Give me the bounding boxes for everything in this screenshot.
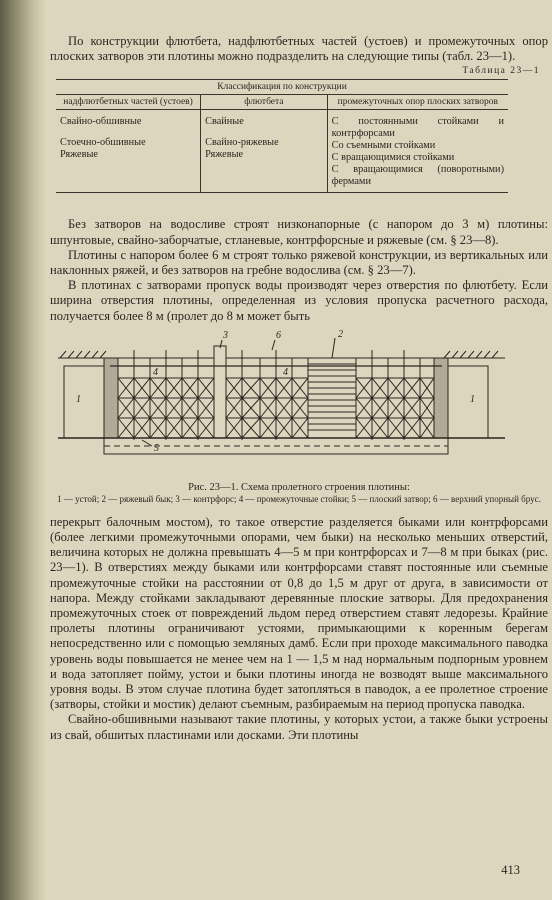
table-cell-line: Свайно-обшивные [60, 116, 142, 128]
table-cell-line: Ряжевые [60, 149, 98, 161]
table-cell-line: С вращающимися (поворотными) фермами [331, 164, 504, 188]
figure-label: 1 [470, 393, 475, 405]
table-group-header: Классификация по конструкции [56, 80, 508, 95]
table-col-header: флютбета [201, 95, 328, 110]
paragraph: Свайно-обшивными называют такие плотины, у которых устои, а также быки устроены из свай, обшитых пластинами или досками. Эти плотины [50, 712, 548, 742]
intro-paragraph: По конструкции флютбета, надфлютбетных частей (устоев) и промежуточных опор плоских затворов эти плотины можно подразделить на следующие типы (табл. 23—1). [50, 34, 548, 64]
table-col-header: промежуточных опор плоских затворов [327, 95, 508, 110]
figure-label: 6 [276, 329, 281, 341]
table-caption: Таблица 23—1 [462, 66, 540, 77]
table-cell-line: Со съемными стойками [331, 140, 436, 152]
table-cell [327, 110, 508, 193]
table-cell-line: Ряжевые [205, 149, 244, 161]
paragraph: перекрыт балочным мостом), то такое отверстие разделяется быками или контрфорсами (более легкими промежуточными опорами, чем быки) на несколько меньших отверстий, величина которых не должна превышать 4—5 м при контрфорсах и 7—8 м при быках (рис. 23—1). В отверстиях между быками или контрфорсами ставят постоянные или съемные промежуточные стойки на расстоянии от 0,8 до 1,5 м друг от друга, в зависимости от напора. Между стойками закладывают деревянные плоские затворы. Для предохранения промежуточных стоек от повреждений льдом перед отверстием ставят ледорезы. Крайние пролеты плотины ограничивают устоями, примыкающими к коренным берегам непосредственно или с помощью земляных дамб. Если при проходе максимального паводка уровень воды повышается не менее чем на 1 — 1,5 м над нормальным подпорным уровнем и вода затопляет пойму, устои и быки плотины иногда не возводят выше максимального уровня воды. В этом случае плотина будет затопляться в паводок, а ее пролетное строение (затворы, стойки и мостик) делают съемным, разбираемым на период пропуска паводка. [50, 514, 548, 712]
abutment-left [64, 366, 104, 438]
binding-gutter [0, 0, 46, 900]
table-cell-line: С постоянными стойками и контрфорсами [331, 116, 504, 140]
table-cell [201, 110, 328, 193]
ground-hatch-left [60, 351, 106, 358]
classification-table [56, 79, 508, 193]
table-cell-line: Свайные [205, 116, 244, 128]
figure-label: 4 [153, 366, 158, 378]
page-number: 413 [501, 863, 520, 877]
figure-label: 3 [223, 329, 228, 341]
table-cell-line: С вращающимися стойками [331, 152, 455, 164]
figure-drawing [50, 330, 510, 480]
figure-caption: Рис. 23—1. Схема пролетного строения плотины: [188, 481, 410, 493]
book-page [50, 0, 548, 900]
figure-label: 4 [283, 366, 288, 378]
figure-label: 1 [76, 393, 81, 405]
paragraph: Без затворов на водосливе строят низконапорные (с напором до 3 м) плотины: шпунтовые, свайно-заборчатые, стланевые, контрфорсные и ряжевые (см. § 23—8). [50, 217, 548, 247]
crib-panels [118, 350, 434, 440]
table-cell-line: Свайно-ряжевые [205, 137, 279, 149]
abutment-right [448, 366, 488, 438]
figure-legend: 1 — устой; 2 — ряжевый бык; 3 — контрфорс; 4 — промежуточные стойки; 5 — плоский затвор; 6 — верхний упорный брус. [57, 493, 541, 504]
table-cell [56, 110, 201, 193]
paragraph: Плотины с напором более 6 м строят только ряжевой конструкции, из вертикальных или наклонных ряжей, и без затворов на гребне водослива (см. § 23—7). [50, 247, 548, 278]
paragraph: В плотинах с затворами пропуск воды производят через отверстия по флютбету. Если ширина отверстия плотины, определенная из условия пропуска расчетного расхода, получается более 8 м (пролет до 8 м может быть [50, 278, 548, 323]
figure-dam-span-scheme [50, 330, 510, 480]
table-cell-line: Стоечно-обшивные [60, 137, 146, 149]
figure-label: 2 [338, 329, 343, 340]
table-col-header: надфлютбетных частей (устоев) [56, 95, 201, 110]
figure-label: 5 [154, 442, 159, 454]
